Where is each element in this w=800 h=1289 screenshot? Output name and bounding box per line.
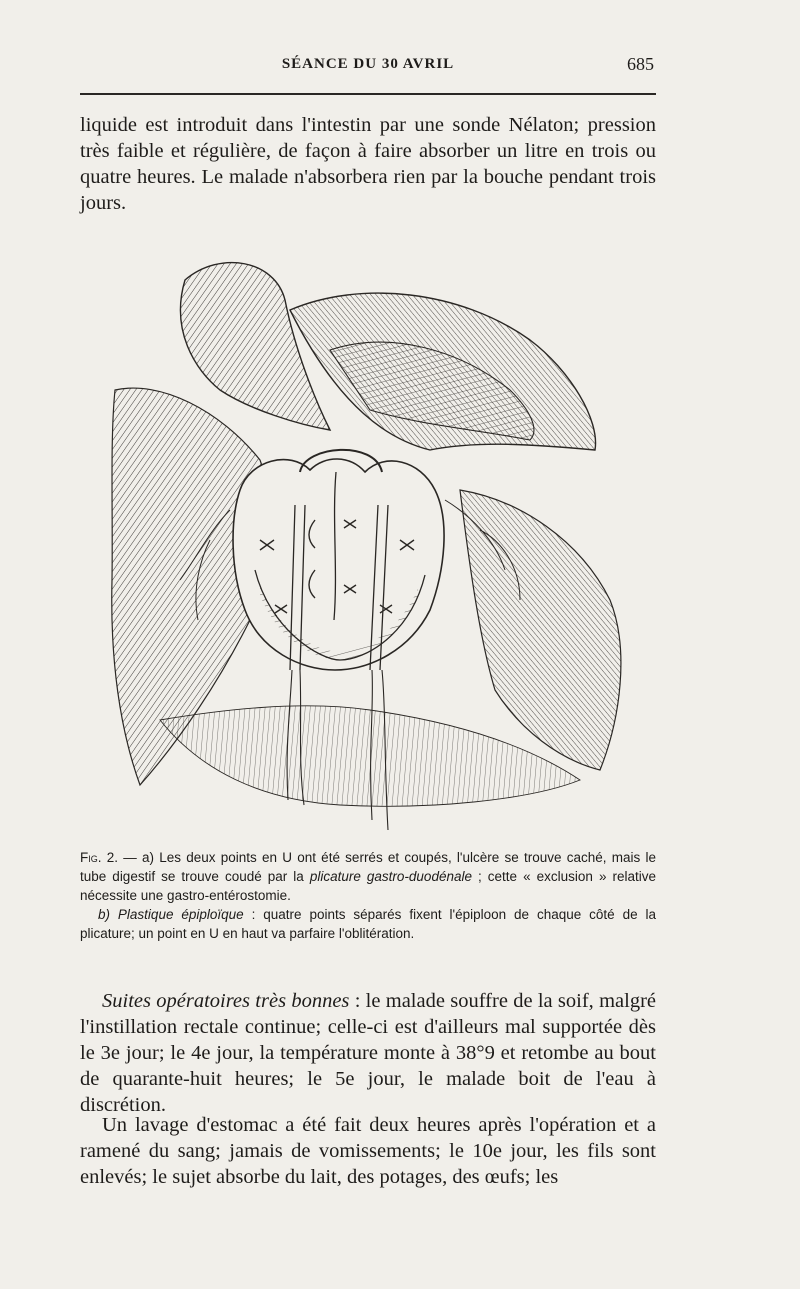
- caption-part-b-label: b): [98, 907, 118, 922]
- bottom-paragraph: [80, 988, 656, 1118]
- caption-part-a-suffix: ; cette « exclusion » relative nécessite une gastro-entérostomie.: [80, 869, 656, 903]
- last-paragraph-text: Un lavage d'estomac a été fait deux heures après l'opération et a ramené du sang; jamais de vomissements; le 10e jour, les fils sont enlevés; le sujet absorbe du lait, des potages, des œufs; les: [80, 1114, 656, 1188]
- upper-flap: [180, 263, 330, 430]
- page-header: [80, 50, 656, 80]
- illustration-svg: [100, 240, 640, 840]
- caption-part-a-italic: plicature gastro-duodénale: [309, 869, 472, 884]
- figure-caption: [80, 848, 656, 943]
- plicature-mass: [233, 459, 444, 670]
- header-rule: [80, 93, 656, 95]
- caption-part-a-prefix: — a) Les deux points en U ont été serrés et coupés, l'ulcère se trouve caché, mais le tube digestif se trouve coudé par la: [80, 850, 656, 884]
- page-number: 685: [627, 54, 654, 74]
- top-paragraph: liquide est introduit dans l'intestin par une sonde Nélaton; pression très faible et régulière, de façon à faire absorber un litre en trois ou quatre heures. Le malade n'absorbera rien par la bouche pendant trois jours.: [80, 114, 656, 214]
- last-paragraph: [80, 1112, 656, 1190]
- running-head: SÉANCE DU 30 AVRIL: [281, 56, 455, 72]
- lower-region: [160, 706, 580, 806]
- bottom-paragraph-italic: Suites opératoires très bonnes: [102, 990, 350, 1012]
- fig-label: Fig. 2.: [80, 850, 118, 865]
- caption-part-b-rest: : quatre points séparés fixent l'épiploon de chaque côté de la plicature; un point en U en haut va parfaire l'oblitération.: [80, 907, 657, 941]
- caption-part-b-italic: Plastique épiploïque: [117, 907, 244, 922]
- bottom-paragraph-rest: : le malade souffre de la soif, malgré l'instillation rectale continue; celle-ci est d'ailleurs mal supportée dès le 3e jour; le 4e jour, la température monte à 38°9 et retombe au bout de quarante-huit heures; le 5e jour, le malade boit de l'eau à discrétion.: [80, 990, 656, 1116]
- surgical-illustration: [100, 240, 640, 840]
